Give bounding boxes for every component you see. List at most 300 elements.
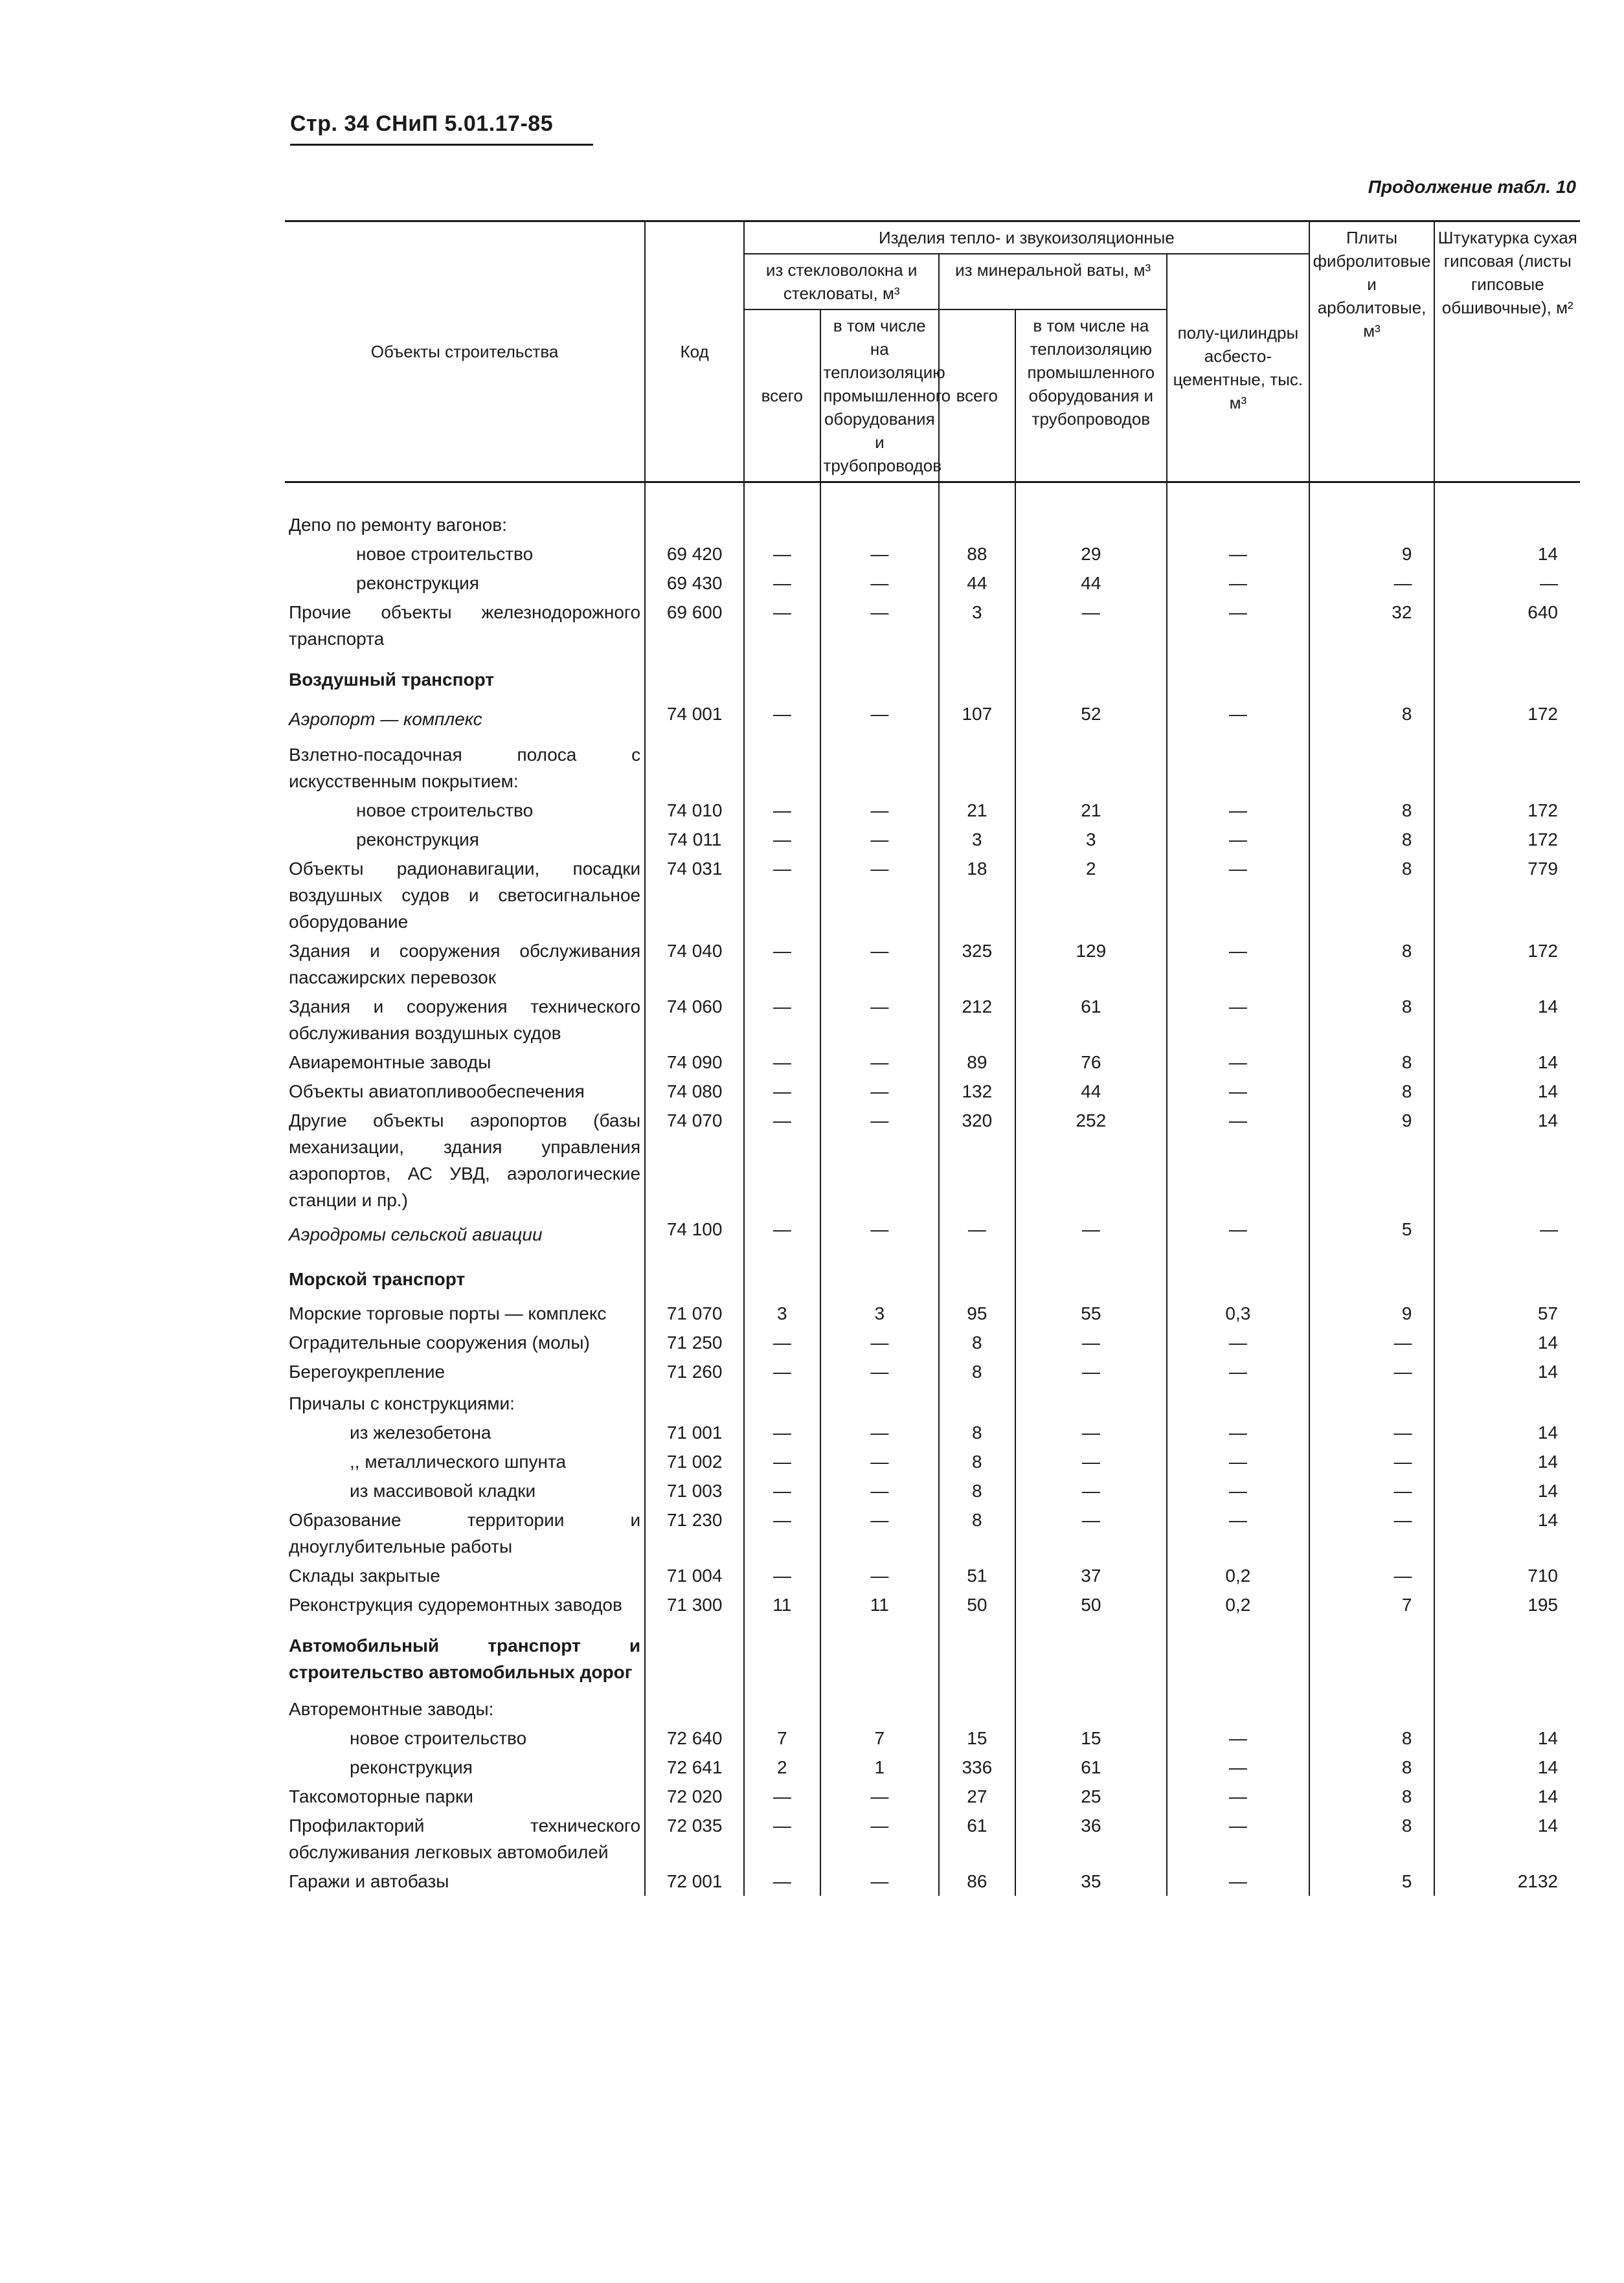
table-body [285,482,1580,1896]
code-cell: 71 003 [645,1476,744,1505]
slabs-cell: 8 [1309,1048,1435,1077]
object-name: Объекты радионавигации, посадки воздушных судов и светосигнальное оборудование [289,859,641,932]
mineral-incl-cell: 55 [1015,1299,1167,1328]
mineral-incl-cell: 35 [1015,1867,1167,1896]
glass-incl-cell [820,1253,940,1299]
cylinders-cell: — [1167,796,1309,825]
code-cell: 71 230 [645,1505,744,1561]
mineral-total-cell [939,1386,1015,1418]
slabs-cell: — [1309,1561,1435,1590]
slabs-cell [1309,1386,1435,1418]
header-glass-total: всего [744,309,820,482]
cylinders-cell: — [1167,1328,1309,1357]
slabs-cell: — [1309,1328,1435,1357]
object-name: реконструкция [356,829,479,849]
glass-total-cell: — [744,598,820,653]
data-table [285,220,1580,1896]
code-cell: 69 430 [645,568,744,598]
mineral-total-cell: 86 [939,1867,1015,1896]
slabs-cell: 8 [1309,1782,1435,1811]
header-glass-incl: в том числе на теплоизоляцию промышленного оборудования и трубопроводов [820,309,940,482]
cylinders-cell: — [1167,1753,1309,1782]
cylinders-cell: — [1167,1106,1309,1215]
glass-incl-cell: — [820,1811,940,1867]
cylinders-cell: — [1167,936,1309,992]
mineral-total-cell: 18 [939,854,1015,936]
plaster-cell: 172 [1434,796,1580,825]
plaster-cell: 14 [1434,1077,1580,1106]
glass-incl-cell: — [820,1418,940,1447]
object-name: Автомобильный транспорт и строительство автомобильных дорог [289,1636,641,1682]
glass-incl-cell [820,1619,940,1692]
object-name: новое строительство [356,544,534,564]
mineral-total-cell: 51 [939,1561,1015,1590]
plaster-cell: 2132 [1434,1867,1580,1896]
plaster-cell: 57 [1434,1299,1580,1328]
slabs-cell [1309,508,1435,539]
glass-total-cell: — [744,1561,820,1590]
code-cell: 74 080 [645,1077,744,1106]
object-name: Авиаремонтные заводы [289,1052,491,1072]
object-name: новое строительство [350,1728,527,1748]
plaster-cell [1434,1619,1580,1692]
code-cell [645,653,744,699]
cylinders-cell: — [1167,1505,1309,1561]
table-row [285,1811,1580,1867]
object-name: Авторемонтные заводы: [289,1699,494,1719]
mineral-incl-cell: 2 [1015,854,1167,936]
cylinders-cell: — [1167,1215,1309,1253]
mineral-total-cell: 21 [939,796,1015,825]
cylinders-cell: — [1167,1782,1309,1811]
mineral-incl-cell: — [1015,1476,1167,1505]
code-cell: 71 260 [645,1357,744,1386]
code-cell: 72 001 [645,1867,744,1896]
mineral-incl-cell: 50 [1015,1590,1167,1619]
glass-incl-cell: — [820,598,940,653]
cylinders-cell: — [1167,1418,1309,1447]
glass-incl-cell [820,1386,940,1418]
object-name: реконструкция [350,1757,473,1777]
section-row [285,1253,1580,1299]
glass-incl-cell: 1 [820,1753,940,1782]
table-row [285,699,1580,737]
glass-incl-cell: — [820,1447,940,1476]
slabs-cell: 8 [1309,854,1435,936]
plaster-cell: 14 [1434,1106,1580,1215]
slabs-cell: — [1309,1447,1435,1476]
cylinders-cell: — [1167,1476,1309,1505]
glass-incl-cell [820,737,940,796]
table-row [285,1048,1580,1077]
cylinders-cell: — [1167,1357,1309,1386]
code-cell [645,737,744,796]
mineral-incl-cell: 21 [1015,796,1167,825]
plaster-cell: 14 [1434,1505,1580,1561]
cylinders-cell [1167,653,1309,699]
glass-total-cell: — [744,854,820,936]
slabs-cell: 8 [1309,699,1435,737]
glass-total-cell: — [744,1215,820,1253]
mineral-total-cell: 50 [939,1590,1015,1619]
plaster-cell: 14 [1434,992,1580,1048]
mineral-total-cell: 212 [939,992,1015,1048]
mineral-total-cell: 44 [939,568,1015,598]
section-row [285,1619,1580,1692]
code-cell: 74 070 [645,1106,744,1215]
object-name: Профилакторий технического обслуживания легковых автомобилей [289,1816,641,1862]
glass-total-cell: 3 [744,1299,820,1328]
plaster-cell: 14 [1434,1753,1580,1782]
slabs-cell [1309,653,1435,699]
cylinders-cell: 0,3 [1167,1299,1309,1328]
cylinders-cell: — [1167,825,1309,854]
slabs-cell: — [1309,1505,1435,1561]
header-mineral-total: всего [939,309,1015,482]
mineral-total-cell [939,653,1015,699]
cylinders-cell: — [1167,1724,1309,1753]
cylinders-cell: — [1167,699,1309,737]
mineral-incl-cell [1015,653,1167,699]
plaster-cell: — [1434,568,1580,598]
slabs-cell: 8 [1309,825,1435,854]
code-cell: 69 600 [645,598,744,653]
glass-incl-cell: — [820,936,940,992]
glass-total-cell: 7 [744,1724,820,1753]
table-row [285,1077,1580,1106]
mineral-incl-cell: — [1015,1328,1167,1357]
mineral-incl-cell: 52 [1015,699,1167,737]
object-name: Морские торговые порты — комплекс [289,1303,607,1323]
slabs-cell [1309,1692,1435,1724]
table-row [285,1447,1580,1476]
cylinders-cell: — [1167,854,1309,936]
mineral-incl-cell: 129 [1015,936,1167,992]
code-cell: 74 060 [645,992,744,1048]
table-row [285,936,1580,992]
object-name: Аэродромы сельской авиации [289,1224,543,1244]
table-row [285,992,1580,1048]
object-name: Склады закрытые [289,1566,440,1586]
cylinders-cell [1167,1253,1309,1299]
code-cell: 71 300 [645,1590,744,1619]
running-head-rule [290,144,593,146]
mineral-total-cell: 27 [939,1782,1015,1811]
table-row [285,1590,1580,1619]
mineral-incl-cell: — [1015,598,1167,653]
glass-incl-cell: — [820,1048,940,1077]
slabs-cell: 8 [1309,936,1435,992]
spacer-row [285,482,1580,508]
object-name: Аэропорт — комплекс [289,709,482,729]
plaster-cell: 14 [1434,1328,1580,1357]
slabs-cell: 32 [1309,598,1435,653]
mineral-total-cell: 89 [939,1048,1015,1077]
glass-incl-cell: — [820,1476,940,1505]
mineral-total-cell: 325 [939,936,1015,992]
object-name: Образование территории и дноуглубительные работы [289,1510,641,1557]
slabs-cell: 8 [1309,1724,1435,1753]
glass-incl-cell: — [820,1106,940,1215]
code-cell: 72 020 [645,1782,744,1811]
plaster-cell: 14 [1434,1048,1580,1077]
glass-total-cell: — [744,1357,820,1386]
mineral-total-cell: 8 [939,1505,1015,1561]
cylinders-cell: 0,2 [1167,1590,1309,1619]
slabs-cell: 8 [1309,1077,1435,1106]
glass-incl-cell: 11 [820,1590,940,1619]
plaster-cell: 779 [1434,854,1580,936]
object-name: Прочие объекты железнодорожного транспорта [289,602,641,649]
glass-incl-cell: — [820,1357,940,1386]
code-cell: 72 640 [645,1724,744,1753]
cylinders-cell: — [1167,1447,1309,1476]
mineral-total-cell: 88 [939,539,1015,568]
mineral-incl-cell: — [1015,1447,1167,1476]
plaster-cell: 14 [1434,1447,1580,1476]
cylinders-cell: — [1167,568,1309,598]
table-row [285,1476,1580,1505]
object-name: Причалы с конструкциями: [289,1393,515,1413]
glass-incl-cell: — [820,992,940,1048]
mineral-total-cell: 15 [939,1724,1015,1753]
table-row [285,1505,1580,1561]
code-cell: 71 070 [645,1299,744,1328]
plaster-cell: — [1434,1215,1580,1253]
section-row [285,653,1580,699]
plaster-cell: 14 [1434,1724,1580,1753]
table-row [285,598,1580,653]
glass-total-cell: — [744,1447,820,1476]
plaster-cell: 14 [1434,539,1580,568]
table-row [285,1418,1580,1447]
object-name: Берегоукрепление [289,1362,445,1382]
code-cell [645,1253,744,1299]
slabs-cell: 7 [1309,1590,1435,1619]
code-cell: 74 090 [645,1048,744,1077]
glass-incl-cell: — [820,1328,940,1357]
glass-total-cell: — [744,1782,820,1811]
plaster-cell: 172 [1434,825,1580,854]
mineral-incl-cell: — [1015,1357,1167,1386]
slabs-cell [1309,1619,1435,1692]
object-name: Морской транспорт [289,1269,466,1289]
table-row [285,1357,1580,1386]
code-cell: 74 001 [645,699,744,737]
slabs-cell: 8 [1309,796,1435,825]
glass-total-cell [744,1386,820,1418]
cylinders-cell [1167,508,1309,539]
header-mineral-wool: из минеральной ваты, м³ [939,254,1167,309]
glass-total-cell: — [744,699,820,737]
object-name: Оградительные сооружения (молы) [289,1333,590,1353]
object-name: Другие объекты аэропортов (базы механизации, здания управления аэропортов, АС УВД, аэрологические станции и пр.) [289,1110,641,1210]
mineral-incl-cell: — [1015,1215,1167,1253]
table-row [285,1782,1580,1811]
glass-total-cell [744,508,820,539]
code-cell: 69 420 [645,539,744,568]
plaster-cell [1434,1692,1580,1724]
object-name: новое строительство [356,800,534,820]
mineral-total-cell [939,737,1015,796]
table-row [285,539,1580,568]
object-name: Реконструкция судоремонтных заводов [289,1595,622,1615]
glass-total-cell: — [744,825,820,854]
slabs-cell: 5 [1309,1215,1435,1253]
mineral-total-cell: — [939,1215,1015,1253]
glass-incl-cell: — [820,699,940,737]
table-row [285,1328,1580,1357]
mineral-incl-cell: — [1015,1418,1167,1447]
mineral-incl-cell: 76 [1015,1048,1167,1077]
object-name: Воздушный транспорт [289,669,495,690]
slabs-cell: 8 [1309,1753,1435,1782]
group-row [285,508,1580,539]
object-name: из железобетона [350,1423,491,1443]
mineral-total-cell: 95 [939,1299,1015,1328]
glass-total-cell [744,1692,820,1724]
code-cell: 71 002 [645,1447,744,1476]
cylinders-cell: — [1167,598,1309,653]
code-cell [645,1692,744,1724]
code-cell: 71 001 [645,1418,744,1447]
code-cell: 74 011 [645,825,744,854]
mineral-incl-cell [1015,1253,1167,1299]
code-cell [645,1619,744,1692]
mineral-incl-cell [1015,737,1167,796]
table-row [285,825,1580,854]
mineral-total-cell: 8 [939,1447,1015,1476]
plaster-cell [1434,1253,1580,1299]
glass-incl-cell: — [820,825,940,854]
table-row [285,568,1580,598]
code-cell: 72 035 [645,1811,744,1867]
table-row [285,796,1580,825]
group-row [285,737,1580,796]
glass-total-cell: — [744,1328,820,1357]
header-mineral-incl: в том числе на теплоизоляцию промышленного оборудования и трубопроводов [1015,309,1167,482]
object-name: ,, металлического шпунта [350,1452,567,1472]
table-row [285,1753,1580,1782]
mineral-incl-cell: 25 [1015,1782,1167,1811]
mineral-total-cell: 132 [939,1077,1015,1106]
code-cell: 74 010 [645,796,744,825]
glass-incl-cell: — [820,1505,940,1561]
slabs-cell: 8 [1309,992,1435,1048]
glass-total-cell: — [744,568,820,598]
glass-total-cell [744,737,820,796]
glass-total-cell [744,653,820,699]
glass-total-cell: — [744,539,820,568]
plaster-cell: 640 [1434,598,1580,653]
mineral-incl-cell [1015,1386,1167,1418]
slabs-cell: — [1309,568,1435,598]
plaster-cell [1434,1386,1580,1418]
cylinders-cell [1167,1619,1309,1692]
plaster-cell: 14 [1434,1811,1580,1867]
object-name: из массивовой кладки [350,1481,536,1501]
header-insulation-group: Изделия тепло- и звукоизоляционные [744,221,1309,254]
mineral-total-cell: 61 [939,1811,1015,1867]
cylinders-cell: — [1167,992,1309,1048]
glass-incl-cell [820,653,940,699]
running-head: Стр. 34 СНиП 5.01.17-85 [290,111,554,136]
slabs-cell [1309,1253,1435,1299]
group-row [285,1386,1580,1418]
plaster-cell: 14 [1434,1476,1580,1505]
table-header [285,221,1580,482]
plaster-cell: 14 [1434,1782,1580,1811]
plaster-cell: 14 [1434,1357,1580,1386]
glass-incl-cell: — [820,796,940,825]
table-row [285,1215,1580,1253]
mineral-incl-cell: 37 [1015,1561,1167,1590]
glass-total-cell: — [744,936,820,992]
code-cell: 71 004 [645,1561,744,1590]
glass-total-cell: — [744,1418,820,1447]
glass-incl-cell: — [820,1782,940,1811]
glass-total-cell: — [744,1048,820,1077]
mineral-incl-cell: 36 [1015,1811,1167,1867]
code-cell: 74 040 [645,936,744,992]
mineral-total-cell: 320 [939,1106,1015,1215]
mineral-incl-cell: 61 [1015,1753,1167,1782]
cylinders-cell [1167,1692,1309,1724]
plaster-cell: 710 [1434,1561,1580,1590]
mineral-total-cell: 3 [939,598,1015,653]
code-cell [645,1386,744,1418]
cylinders-cell: 0,2 [1167,1561,1309,1590]
mineral-total-cell: 8 [939,1476,1015,1505]
header-plaster: Штукатурка сухая гипсовая (листы гипсовые обшивочные), м² [1434,221,1580,482]
object-name: Взлетно-посадочная полоса с искусственным покрытием: [289,745,641,791]
slabs-cell: 9 [1309,539,1435,568]
table-caption: Продолжение табл. 10 [1368,177,1576,197]
mineral-incl-cell: — [1015,1505,1167,1561]
glass-incl-cell [820,1692,940,1724]
code-cell: 74 100 [645,1215,744,1253]
glass-incl-cell [820,508,940,539]
mineral-incl-cell: 3 [1015,825,1167,854]
glass-incl-cell: — [820,1215,940,1253]
glass-incl-cell: 3 [820,1299,940,1328]
slabs-cell: 9 [1309,1299,1435,1328]
mineral-total-cell [939,1253,1015,1299]
slabs-cell: — [1309,1418,1435,1447]
mineral-total-cell: 8 [939,1418,1015,1447]
glass-incl-cell: — [820,568,940,598]
mineral-incl-cell [1015,1692,1167,1724]
mineral-total-cell: 336 [939,1753,1015,1782]
slabs-cell: 8 [1309,1811,1435,1867]
glass-total-cell: — [744,1505,820,1561]
glass-total-cell: — [744,796,820,825]
glass-incl-cell: 7 [820,1724,940,1753]
mineral-total-cell: 8 [939,1357,1015,1386]
mineral-incl-cell: 44 [1015,1077,1167,1106]
group-row [285,1692,1580,1724]
table-row [285,1106,1580,1215]
object-name: Здания и сооружения технического обслуживания воздушных судов [289,996,641,1043]
slabs-cell: 5 [1309,1867,1435,1896]
glass-total-cell [744,1253,820,1299]
mineral-total-cell [939,1692,1015,1724]
mineral-incl-cell: 61 [1015,992,1167,1048]
glass-total-cell [744,1619,820,1692]
header-code: Код [645,221,744,482]
object-name: Депо по ремонту вагонов: [289,515,507,535]
mineral-total-cell [939,508,1015,539]
